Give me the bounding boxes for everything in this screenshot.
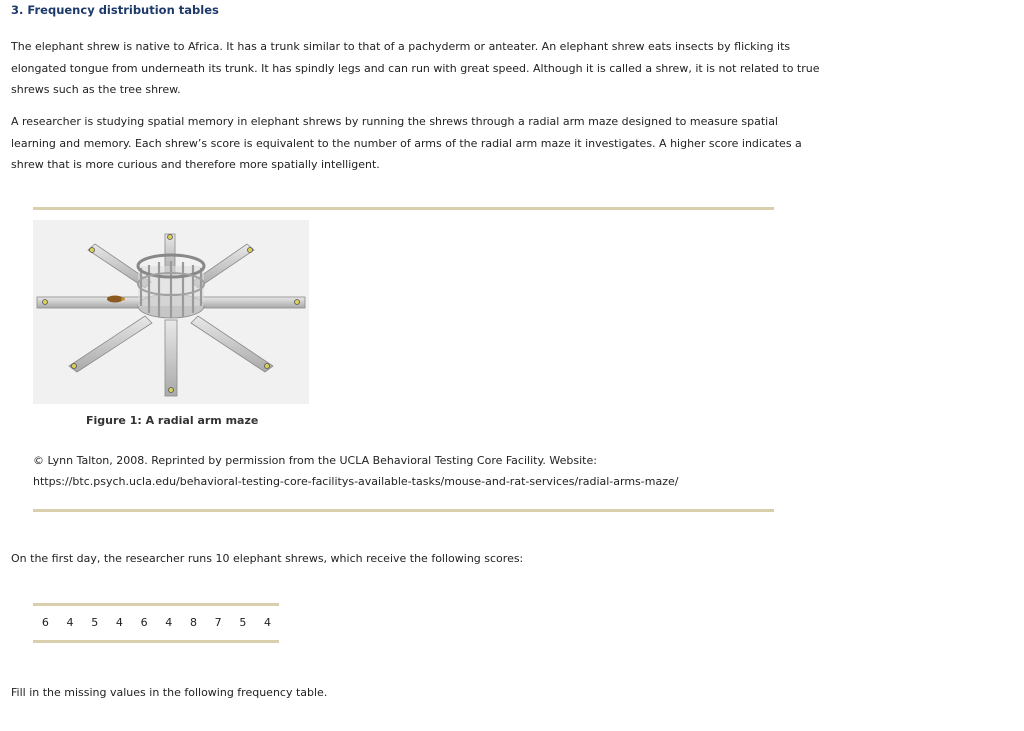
score-value: 4 bbox=[165, 616, 173, 629]
intro-paragraph: The elephant shrew is native to Africa. It has a trunk similar to that of a pachyderm or anteater. An elephant shrew eats insects by flicking its elongated tongue from underneath its trunk. It has spindly legs and can run with great speed. Although it is called a shrew, it is not related to true shrews such as the tree shrew. bbox=[11, 40, 820, 96]
credit-url: https://btc.psych.ucla.edu/behavioral-testing-core-facilitys-available-tasks/mouse-and-rat-services/radial-arms-maze/ bbox=[33, 475, 679, 488]
score-value: 4 bbox=[264, 616, 272, 629]
scores-intro: On the first day, the researcher runs 10 elephant shrews, which receive the following scores: bbox=[11, 552, 524, 565]
score-value: 4 bbox=[115, 616, 123, 629]
radial-arm-maze-image bbox=[33, 220, 309, 404]
score-value: 8 bbox=[189, 616, 197, 629]
credit-text: © Lynn Talton, 2008. Reprinted by permission from the UCLA Behavioral Testing Core Facility. Website: bbox=[33, 454, 597, 467]
score-value: 5 bbox=[239, 616, 247, 629]
figure-top-divider bbox=[33, 207, 774, 210]
scores-bottom-divider bbox=[33, 640, 279, 643]
score-value: 4 bbox=[66, 616, 74, 629]
figure-caption: Figure 1: A radial arm maze bbox=[86, 414, 259, 427]
score-value: 6 bbox=[140, 616, 148, 629]
study-paragraph: A researcher is studying spatial memory in elephant shrews by running the shrews through a radial arm maze designed to measure spatial learning and memory. Each shrew’s score is equivalent to the number of arms of the radial arm maze it investigates. A higher score indicates a shrew that is more curious and therefore more spatially intelligent. bbox=[11, 115, 802, 171]
scores-row bbox=[33, 616, 280, 629]
score-value: 5 bbox=[91, 616, 99, 629]
score-value: 6 bbox=[41, 616, 49, 629]
scores-top-divider bbox=[33, 603, 279, 606]
section-title: 3. Frequency distribution tables bbox=[11, 3, 219, 17]
figure-credit bbox=[33, 450, 773, 492]
score-value: 7 bbox=[214, 616, 222, 629]
instruction-text: Fill in the missing values in the following frequency table. bbox=[11, 686, 328, 699]
figure-bottom-divider bbox=[33, 509, 774, 512]
